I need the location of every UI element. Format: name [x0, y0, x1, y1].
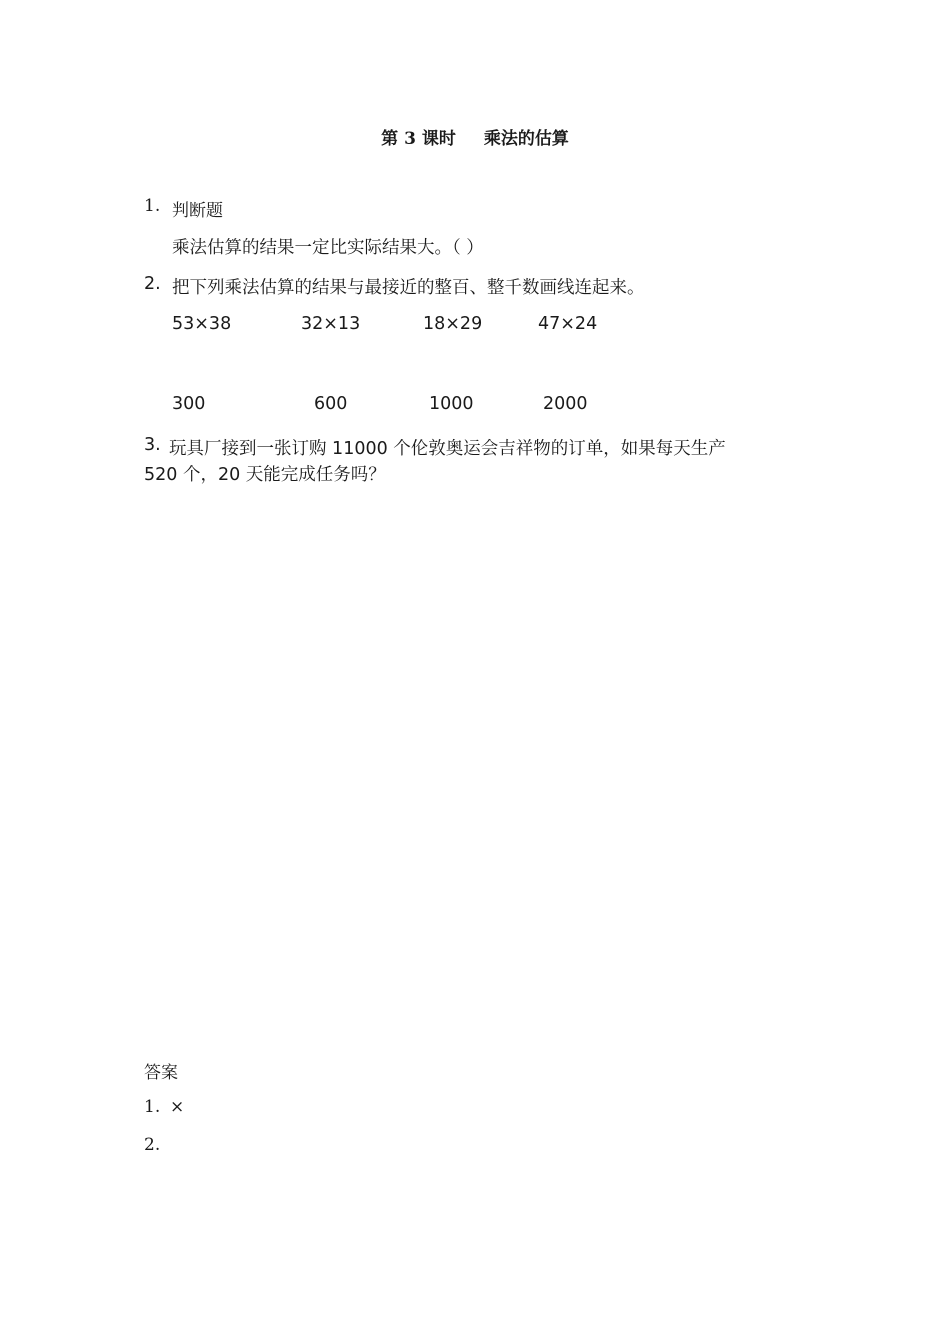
- question-1-statement: 乘法估算的结果一定比实际结果大。（ ）: [172, 238, 484, 258]
- expression-item: 53×38: [172, 314, 232, 334]
- expression-item: 47×24: [538, 314, 598, 334]
- question-3-line-1: 玩具厂接到一张订购 11000 个伦敦奥运会吉祥物的订单，如果每天生产: [169, 439, 726, 459]
- answer-2-number: 2.: [144, 1135, 161, 1155]
- question-2-prompt: 把下列乘法估算的结果与最接近的整百、整千数画线连起来。: [172, 278, 645, 298]
- lesson-topic: 乘法的估算: [483, 129, 569, 149]
- question-3-number: 3.: [144, 435, 161, 455]
- question-1-heading: 判断题: [172, 201, 223, 221]
- expression-row: [0, 314, 950, 338]
- question-1-number: 1.: [144, 196, 161, 216]
- expression-item: 18×29: [423, 314, 483, 334]
- answer-1-number: 1.: [144, 1097, 161, 1117]
- target-item: 1000: [429, 394, 474, 414]
- target-item: 600: [314, 394, 348, 414]
- answers-heading: 答案: [144, 1063, 178, 1083]
- target-item: 2000: [543, 394, 588, 414]
- question-2-number: 2.: [144, 274, 161, 294]
- answer-1-value: ×: [170, 1097, 185, 1117]
- lesson-number: 第 3 课时: [381, 129, 456, 149]
- question-3-line-2: 520 个，20 天能完成任务吗？: [144, 465, 386, 485]
- expression-item: 32×13: [301, 314, 361, 334]
- page-title: [0, 124, 950, 149]
- target-row: [0, 394, 950, 418]
- target-item: 300: [172, 394, 206, 414]
